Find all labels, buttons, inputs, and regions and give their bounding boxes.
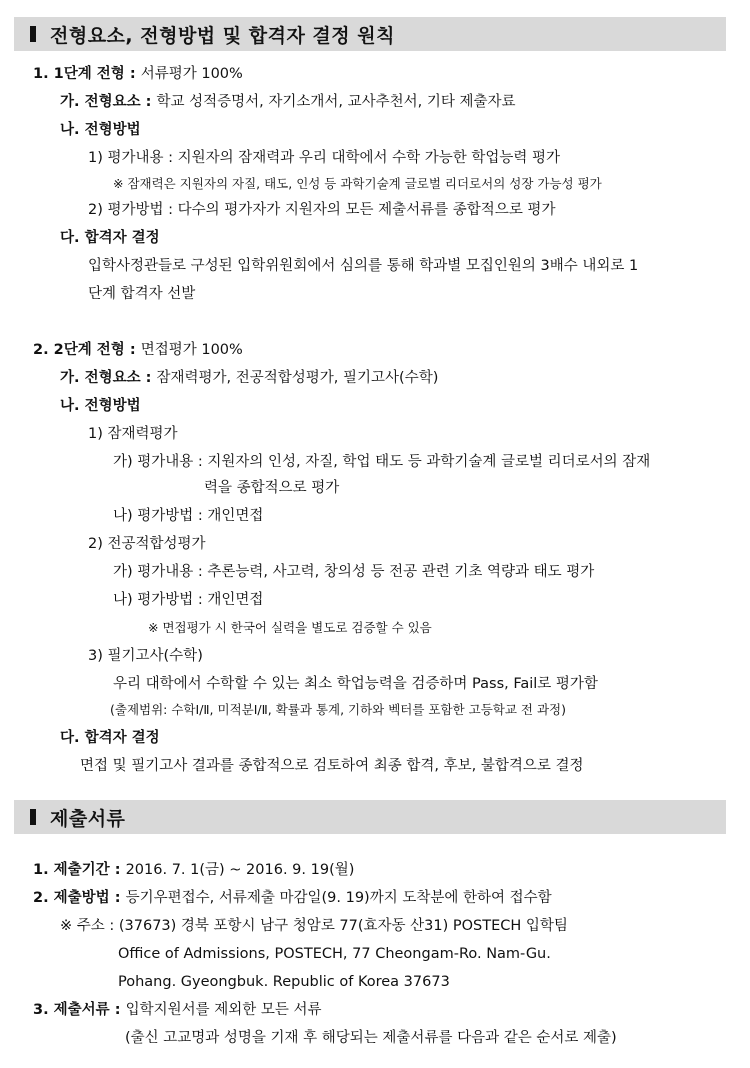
submission-documents: 3. 제출서류 : 입학지원서를 제외한 모든 서류 (33, 1002, 322, 1018)
stage2-method-label: 나. 전형방법 (60, 398, 141, 414)
stage1-method-content: 1) 평가내용 : 지원자의 잠재력과 우리 대학에서 수학 가능한 학업능력 평가 (88, 150, 561, 166)
stage2-heading: 2. 2단계 전형 : 면접평가 100% (33, 342, 243, 358)
stage2-major-fit-method: 나) 평가방법 : 개인면접 (113, 592, 264, 608)
stage2-written-test-desc: 우리 대학에서 수학할 수 있는 최소 학업능력을 검증하며 Pass, Fail로 평가함 (113, 676, 598, 692)
stage2-major-fit-eval: 2) 전공적합성평가 (88, 536, 206, 552)
submission-method: 2. 제출방법 : 등기우편접수, 서류제출 마감일(9. 19)까지 도착분에 한하여 접수함 (33, 890, 552, 906)
stage2-decision-line1: 면접 및 필기고사 결과를 종합적으로 검토하여 최종 합격, 후보, 불합격으로 결정 (80, 758, 584, 774)
submission-period: 1. 제출기간 : 2016. 7. 1(금) ~ 2016. 9. 19(월) (33, 862, 355, 878)
stage1-method-evaluation: 2) 평가방법 : 다수의 평가자가 지원자의 모든 제출서류를 종합적으로 평가 (88, 202, 556, 218)
stage1-elements: 가. 전형요소 : 학교 성적증명서, 자기소개서, 교사추천서, 기타 제출자료 (60, 94, 516, 110)
stage1-heading: 1. 1단계 전형 : 서류평가 100% (33, 66, 243, 82)
stage1-method-label: 나. 전형방법 (60, 122, 141, 138)
stage2-elements: 가. 전형요소 : 잠재력평가, 전공적합성평가, 필기고사(수학) (60, 370, 439, 386)
stage2-potential-eval: 1) 잠재력평가 (88, 426, 178, 442)
address-line1: ※ 주소 : (37673) 경북 포항시 남구 청암로 77(효자동 산31) POSTECH 입학팀 (60, 918, 568, 934)
stage1-decision-label: 다. 합격자 결정 (60, 230, 160, 246)
stage2-potential-content-line1: 가) 평가내용 : 지원자의 인성, 자질, 학업 태도 등 과학기술계 글로벌 리더로서의 잠재 (113, 454, 651, 470)
stage2-potential-method: 나) 평가방법 : 개인면접 (113, 508, 264, 524)
stage1-decision-line1: 입학사정관들로 구성된 입학위원회에서 심의를 통해 학과별 모집인원의 3배수 내외로 1 (88, 258, 639, 274)
stage1-decision-line2: 단계 합격자 선발 (88, 286, 196, 302)
section-bullet-icon (30, 809, 36, 825)
stage2-potential-content-line2: 력을 종합적으로 평가 (204, 480, 340, 496)
address-line3: Pohang. Gyeongbuk. Republic of Korea 37673 (118, 974, 450, 990)
stage2-interview-note: ※ 면접평가 시 한국어 실력을 별도로 검증할 수 있음 (148, 620, 432, 635)
stage2-written-test: 3) 필기고사(수학) (88, 648, 203, 664)
section-title: 전형요소, 전형방법 및 합격자 결정 원칙 (50, 24, 395, 47)
stage2-major-fit-content: 가) 평가내용 : 추론능력, 사고력, 창의성 등 전공 관련 기초 역량과 태도 평가 (113, 564, 595, 580)
section-bullet-icon (30, 26, 36, 42)
section-header-documents (14, 800, 726, 834)
submission-documents-note: (출신 고교명과 성명을 기재 후 해당되는 제출서류를 다음과 같은 순서로 제출) (125, 1030, 617, 1046)
address-line2: Office of Admissions, POSTECH, 77 Cheongam-Ro. Nam-Gu. (118, 946, 551, 962)
stage1-method-note: ※ 잠재력은 지원자의 자질, 태도, 인성 등 과학기술계 글로벌 리더로서의 성장 가능성 평가 (113, 176, 602, 191)
stage2-decision-label: 다. 합격자 결정 (60, 730, 160, 746)
section-header-admission-principles (14, 17, 726, 51)
stage2-written-test-scope: (출제범위: 수학Ⅰ/Ⅱ, 미적분Ⅰ/Ⅱ, 확률과 통계, 기하와 벡터를 포함한 고등학교 전 과정) (110, 702, 566, 717)
section-title: 제출서류 (50, 807, 126, 830)
